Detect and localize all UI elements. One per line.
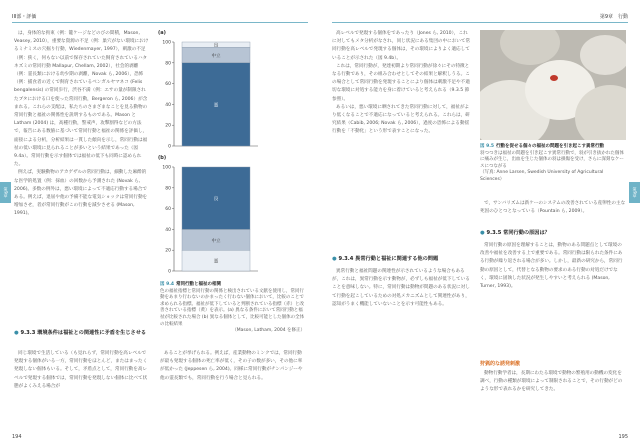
bar-label: 中立 [211, 238, 221, 244]
bar-label: 悪 [213, 103, 219, 109]
chapter-tab: 第9章 [629, 182, 640, 203]
caption-source: （Mason, Latham, 2004 を修正） [232, 328, 305, 334]
body-paragraph: あることが挙げられる。例えば，産業動物のミンクでは，常同行動が最も発現する個体の死亡率が低く，その子の数が多い，その他に率が低かった (Jeppesen ら, 2004)。同様に常同行動がチンパンジーや他の霊長類でも，常同行動を行う場合と見られる。 [160, 351, 303, 381]
text-column [14, 30, 149, 219]
section-title: 異常行動と福祉に関連する他の問題 [355, 256, 439, 262]
body-paragraph: は，身体的な拘束（例：籠ケージなどのびの間積，Mason, Veasey, 2010），重要な資源の不足（例：巣穴がない環境におけるミナミスの穴掘り行動，Wiedenmayer, 1997），刺激の不足（例：狭く，何もない以前で保存されていた飼育されているハタネズミの常同行動 Mallapur, Chellam, 2002），社会的剥離（例：霊長類における幼少期の剥離，Novak ら, 2006），恐怖（例：捕食者の近くで飼育されているベンガルヤマネコ (Felis bengalensis) の常同歩行，渋谷不満（例：エサの量が制限されたブタにおける口を使った常同行動，Bergeron ら, 2006）が含まれる。これらの支配は，私たちのさまざまなことを見る動物の常同行動と福祉の関係性を説明するものである。Mason と Latham (2004) は，高種行動，警戒声，攻撃割得などの方法で，報告にある数値に基づいて常同行動と福祉の関係を評価し，面接による分析，分析結果は一貫した傾向を示し，常同行動は福祉の低い環境に見られることが多いという結果であった（図 9.4a）。常同行動を示す個体では福祉の低下も同時に認められた。 [14, 31, 149, 168]
section-number: 9.3.5 [486, 230, 502, 236]
section-number: 9.3.3 [20, 330, 36, 336]
page-number: 194 [12, 434, 22, 440]
y-tick-label: 0 [168, 269, 171, 275]
bar-label: 中立 [211, 54, 221, 59]
section-heading [332, 256, 472, 263]
body-paragraph: 高レベルで発現する個体をであったり（Jones ら, 2010），これに対してもメタ分析がなされ，同じ状況にある集団の中において常同行動を高レベルで発現する個体は，その環境によりよく適応していることが示された（図 9.4b）。 [332, 31, 471, 61]
body-paragraph: これは，常同行動が，発達初期より常同行動が徐々にその特徴となる行動であり，その組み合わせとしてその結果と解釈しうる。この場合として常同行動を発現することにより個体は刺激不足や不適切な環境に対処する能力を身に着けていると考えられる（9.3.5 節参照）。 [332, 63, 470, 102]
running-header: 第9章 行動 [599, 14, 628, 20]
body-paragraph: で，サンバリズムは新ケーのシステムの改善されている産卵性の主な死因のひとつとなっている（Pountain ら, 2009）。 [480, 201, 626, 215]
y-tick-label: 20 [165, 248, 171, 254]
y-tick-label: 0 [168, 144, 171, 150]
running-header: III部・評価 [12, 14, 37, 20]
body-paragraph: 常同行動の原因を理解することは，動物のある問題点として環境の改善や福祉を改善する上で重要である。常同行動は限られた条件にある行動が繰り返される場合が多い。しかし，最新の研究から，常同行動の原因として，代替となる動物の要求のある行動の対処だけでなく，環境に固執した状況が発生しやすいと考えられる (Mason, Turner, 1993)。 [480, 243, 623, 290]
y-tick-label: 40 [165, 102, 171, 108]
y-tick-label: 80 [165, 61, 171, 67]
caption-title: 行動を促せる個々の福祉の問題を引き起こす異常行動 [496, 144, 605, 149]
bar-chart-a [158, 37, 298, 152]
photo-caption [480, 144, 626, 184]
figure-caption [160, 282, 305, 335]
header-rule [12, 22, 308, 23]
caption-label: 図 9.5 [480, 144, 495, 149]
text-column [14, 350, 149, 420]
heading-bullet: ● [14, 330, 19, 336]
body-paragraph: 同じ環境で生活している（も見れらず，常同行動を高レベルで発現する個体がいる一方，常同行動をほとんど，またはまったく発現しない個体もいる。そして，矛盾点として，常同行動を高レベルで発現する個体では，常同行動を発現しない個体に比べて状態がよくみえる場合が [14, 351, 148, 389]
section-heading [14, 330, 149, 337]
subsection-heading: 狩猟的な誘発刺激 [480, 361, 521, 367]
section-title: 環境条件は福祉との関連性に矛盾を生じさせる [37, 330, 147, 336]
y-tick-label: 20 [165, 123, 171, 129]
y-tick-label: 100 [162, 40, 171, 46]
y-tick-label: 100 [162, 165, 171, 171]
text-column [160, 350, 305, 420]
y-tick-label: 40 [165, 227, 171, 233]
page-number: 195 [618, 434, 628, 440]
figure-label-a: (a) [158, 30, 166, 36]
section-title: 常同行動の原因は？ [503, 230, 550, 236]
figure-label-b: (b) [158, 155, 167, 161]
hens-photo [480, 30, 626, 140]
caption-body: 羽つつきは福祉の問題を引き起こす異常行動で，羽が引き抜かれた個体に痛みが生じ，出血を生じた個体の羽は損傷を受け，さらに深刻なケースにつながる [480, 150, 624, 169]
bar-chart-b [158, 162, 298, 277]
body-paragraph: 異常行動と福祉問題の関連性が示されているような場合もあるが，これは，異常行動を示す動物が，必ずしも福祉が低下していることを意味しない。特に，常同行動は動物が問題のある状況に対して行動を起こしているための対処メカニズムとして関連性があり，認知がうまく機能していないことを示す可能性もある。 [332, 269, 470, 307]
caption-credit: （写真: Anne Larsen, Swedish University of Agricultural Sciences） [480, 170, 604, 182]
text-column [480, 370, 626, 422]
section-heading [480, 230, 626, 237]
text-column [332, 30, 472, 250]
caption-title: 常同行動と福祉の相関 [176, 282, 222, 287]
heading-bullet: ● [480, 230, 485, 236]
text-column [480, 200, 626, 216]
caption-body: 色の福祉指標と常同行動の関係と検出されている文献を使用し，常同行動をあまり行わないのかまったく行わない個体において，比較のことで求められる指標。福祉が低下していると判断されている指標（赤）と改善されている指標（黄）を表示。(a) 異なる条件において常同行動と福祉が比較された場合 (b) 異なる個体として，比較可能とした個体の全体の比較結果 [160, 288, 305, 327]
y-tick-label: 60 [165, 82, 171, 88]
body-paragraph: あるいは，悪い環境に晒されてきた常同行動に対して，福祉がより低くなることで不適応になっていると考えられる。これらは，研究結果（Cabib, 2006; Novak ら, 2006），過度の恐怖による動揺行動を「不動化」という形で表すことになった。 [332, 104, 470, 135]
body-paragraph: 動物行動学者は，長期にわたる環境で動物の繁殖用の動機の変化を調べ，行動の種類が環境によって制限されることで，その行動がどのような形で表れるかを研究してきた。 [480, 371, 623, 393]
text-column [332, 268, 472, 423]
bar-label: 良 [213, 197, 219, 203]
section-number: 9.3.4 [338, 256, 354, 262]
caption-label: 図 9.4 [160, 282, 175, 287]
bar-label: 良 [213, 43, 219, 49]
bar-label: 悪 [213, 259, 219, 265]
y-tick-label: 80 [165, 186, 171, 192]
body-paragraph: 例えば，実験動物のアカゲザルの常同行動は，細動した麻酔的な医学的処置（例：採血）の回数から予測された (Novak ら, 2006)。多数の例外は，悪い環境によって不適応行動する場合である。例えば，退屈や他の予備不能な電気ショックは常同行動を増加させ，者が常同行動がこの行動を減少させる (Mason, 1991)。 [14, 170, 148, 217]
chapter-tab: 第9章 [0, 182, 11, 203]
header-rule [332, 22, 628, 23]
right-page [320, 0, 640, 448]
y-tick-label: 60 [165, 207, 171, 213]
heading-bullet: ● [332, 256, 337, 262]
text-column [480, 242, 626, 347]
